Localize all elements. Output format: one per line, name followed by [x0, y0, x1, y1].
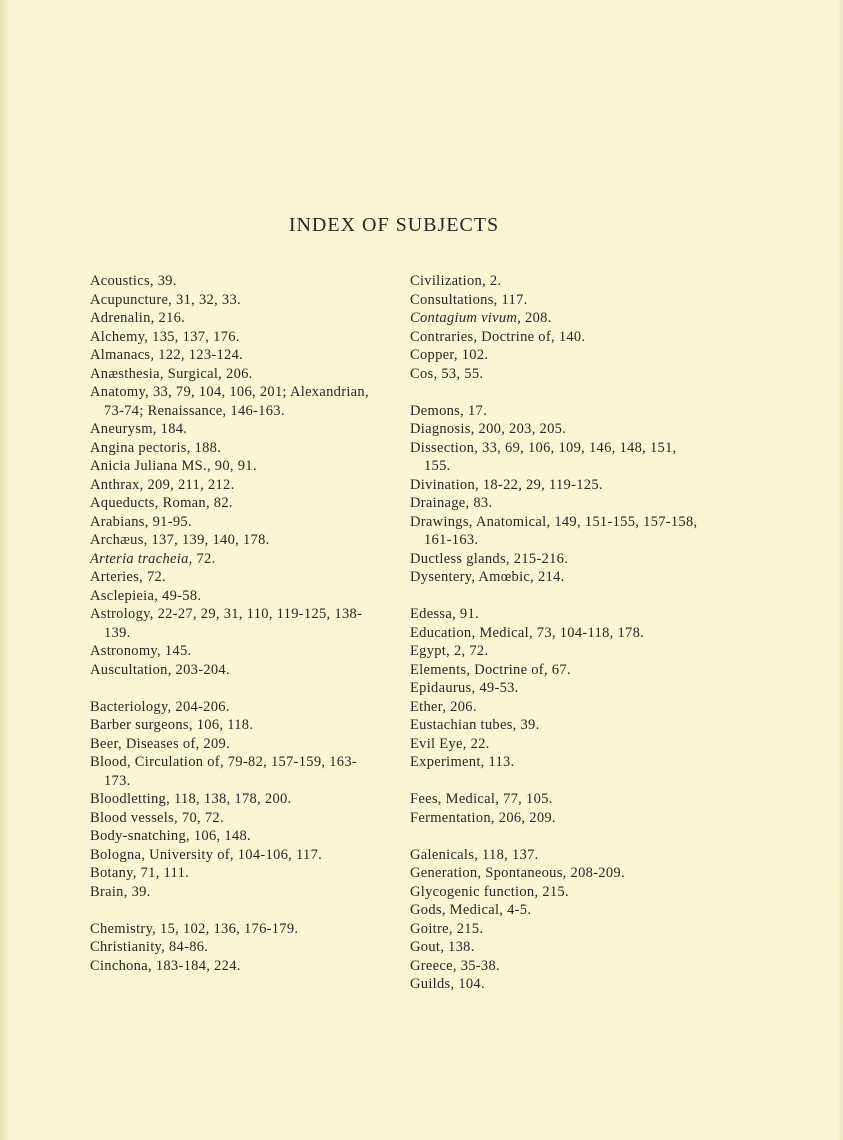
index-entry-text: Acoustics, 39. [90, 273, 177, 289]
index-entry-text: Gods, Medical, 4-5. [410, 902, 532, 918]
index-entry [90, 827, 380, 846]
index-entry-text: Acupuncture, 31, 32, 33. [90, 291, 241, 308]
index-entry-text: Consultations, 117. [410, 291, 528, 308]
index-entry [410, 291, 700, 310]
index-entry [90, 383, 380, 420]
index-entry-text: Beer, Diseases of, 209. [90, 735, 231, 752]
index-entry-text: 208. [521, 310, 552, 326]
index-entry [410, 864, 700, 883]
index-entry [90, 753, 380, 790]
index-entry-text: Auscultation, 203-204. [90, 661, 230, 678]
index-entry-text: Angina pectoris, 188. [90, 439, 222, 456]
page-binding-edge [0, 0, 10, 1140]
index-entry [410, 901, 700, 920]
index-entry [90, 531, 380, 550]
index-entry [410, 624, 700, 643]
index-entry-text: Copper, 102. [410, 347, 489, 363]
index-entry-text: Elements, Doctrine of, 67. [410, 661, 571, 678]
index-entry [90, 476, 380, 495]
index-entry [410, 568, 700, 587]
index-entry-text: Ductless glands, 215-216. [410, 550, 569, 567]
index-entry [410, 883, 700, 902]
index-entry-text: Gout, 138. [410, 939, 475, 955]
index-entry-italic-term: Arteria tracheia, [90, 550, 193, 567]
index-entry [410, 439, 700, 476]
index-entry [90, 346, 380, 365]
index-entry [410, 790, 700, 809]
index-entry [410, 328, 700, 347]
index-entry [410, 809, 700, 828]
index-entry [410, 753, 700, 772]
index-letter-group [410, 846, 700, 994]
index-entry-text: Glycogenic function, 215. [410, 883, 569, 900]
index-entry-text: 72. [192, 550, 216, 567]
index-entry [90, 883, 380, 902]
index-entry-text: Astronomy, 145. [90, 643, 192, 659]
index-entry-text: Goitre, 215. [410, 920, 484, 937]
index-entry [90, 790, 380, 809]
index-entry-text: Cinchona, 183-184, 224. [90, 957, 241, 974]
index-entry-text: Archæus, 137, 139, 140, 178. [90, 532, 270, 548]
index-entry [90, 864, 380, 883]
index-entry-text: Fermentation, 206, 209. [410, 809, 556, 826]
index-entry-text: Bacteriology, 204-206. [90, 698, 230, 715]
index-entry [90, 513, 380, 532]
index-entry-text: Christianity, 84-86. [90, 939, 209, 955]
index-entry [90, 365, 380, 384]
index-entry [90, 605, 380, 642]
index-entry [410, 698, 700, 717]
index-entry [410, 975, 700, 994]
index-entry [90, 661, 380, 680]
index-entry-text: Astrology, 22-27, 29, 31, 110, 119-125, 138-139. [90, 606, 363, 641]
index-entry [410, 735, 700, 754]
index-entry-text: Adrenalin, 216. [90, 310, 186, 326]
index-letter-group [410, 605, 700, 772]
index-entry-text: Dissection, 33, 69, 106, 109, 146, 148, 151, 155. [410, 439, 677, 474]
index-letter-group [410, 402, 700, 587]
index-entry-text: Brain, 39. [90, 883, 151, 900]
index-entry [90, 957, 380, 976]
index-entry-italic-term: Contagium vivum, [410, 310, 522, 326]
index-entry [90, 587, 380, 606]
index-entry [90, 272, 380, 291]
index-entry [410, 272, 700, 291]
index-entry-text: Asclepieia, 49-58. [90, 587, 202, 604]
index-entry-text: Cos, 53, 55. [410, 365, 484, 382]
index-entry [410, 679, 700, 698]
index-entry-text: Drainage, 83. [410, 495, 493, 511]
index-entry-text: Body-snatching, 106, 148. [90, 828, 251, 844]
index-entry [410, 365, 700, 384]
index-entry-text: Blood vessels, 70, 72. [90, 809, 224, 826]
index-entry-text: Anicia Juliana MS., 90, 91. [90, 458, 257, 474]
index-entry-text: Edessa, 91. [410, 606, 479, 622]
index-entry [410, 494, 700, 513]
index-entry-text: Diagnosis, 200, 203, 205. [410, 421, 567, 437]
index-entry [410, 402, 700, 421]
index-entry [90, 457, 380, 476]
index-entry-text: Epidaurus, 49-53. [410, 680, 519, 696]
index-entry [410, 309, 700, 328]
index-entry [90, 716, 380, 735]
index-entry [90, 809, 380, 828]
index-entry [90, 420, 380, 439]
index-column-right [410, 272, 700, 1012]
index-entry-text: Arabians, 91-95. [90, 513, 192, 530]
index-entry [90, 439, 380, 458]
index-entry [90, 735, 380, 754]
index-entry [410, 550, 700, 569]
index-entry-text: Education, Medical, 73, 104-118, 178. [410, 624, 645, 641]
index-entry-text: Greece, 35-38. [410, 957, 500, 974]
index-entry [410, 420, 700, 439]
index-entry [410, 513, 700, 550]
index-entry-text: Blood, Circulation of, 79-82, 157-159, 163-173. [90, 754, 358, 789]
index-letter-group [90, 920, 380, 976]
index-entry-text: Eustachian tubes, 39. [410, 717, 540, 733]
index-entry [410, 642, 700, 661]
index-letter-group [90, 698, 380, 902]
index-letter-group [90, 272, 380, 679]
index-entry [410, 605, 700, 624]
index-entry [90, 328, 380, 347]
index-entry [410, 476, 700, 495]
index-entry [90, 698, 380, 717]
index-entry-text: Divination, 18-22, 29, 119-125. [410, 476, 603, 493]
index-entry-text: Anthrax, 209, 211, 212. [90, 476, 235, 493]
index-entry-text: Evil Eye, 22. [410, 735, 490, 752]
index-entry-text: Drawings, Anatomical, 149, 151-155, 157-158, 161-163. [410, 513, 698, 548]
index-entry-text: Arteries, 72. [90, 569, 166, 585]
index-letter-group [410, 272, 700, 383]
index-entry-text: Guilds, 104. [410, 976, 485, 992]
index-entry [90, 846, 380, 865]
index-entry-text: Dysentery, Amœbic, 214. [410, 569, 565, 585]
index-entry [90, 494, 380, 513]
index-entry [90, 920, 380, 939]
index-entry [410, 920, 700, 939]
index-entry [410, 938, 700, 957]
index-entry [90, 309, 380, 328]
page-title: INDEX OF SUBJECTS [288, 214, 500, 236]
index-entry-text: Barber surgeons, 106, 118. [90, 717, 254, 733]
index-entry [90, 938, 380, 957]
index-entry-text: Egypt, 2, 72. [410, 643, 489, 659]
index-entry-text: Ether, 206. [410, 698, 477, 715]
index-entry-text: Botany, 71, 111. [90, 865, 190, 881]
index-entry-text: Contraries, Doctrine of, 140. [410, 328, 586, 345]
index-entry [90, 568, 380, 587]
index-entry-text: Bologna, University of, 104-106, 117. [90, 846, 323, 863]
index-entry-text: Alchemy, 135, 137, 176. [90, 328, 240, 345]
index-entry-text: Anæsthesia, Surgical, 206. [90, 365, 253, 382]
index-entry [410, 346, 700, 365]
index-entry-text: Anatomy, 33, 79, 104, 106, 201; Alexandrian, 73-74; Renaissance, 146-163. [90, 384, 369, 419]
index-entry [410, 957, 700, 976]
index-entry-text: Chemistry, 15, 102, 136, 176-179. [90, 920, 299, 937]
index-entry-text: Generation, Spontaneous, 208-209. [410, 865, 625, 881]
index-letter-group [410, 790, 700, 827]
index-entry [90, 642, 380, 661]
index-entry-text: Civilization, 2. [410, 273, 502, 289]
index-entry-text: Bloodletting, 118, 138, 178, 200. [90, 791, 292, 807]
index-entry [90, 291, 380, 310]
index-entry [410, 661, 700, 680]
index-column-left [90, 272, 380, 994]
page-right-edge [837, 0, 843, 1140]
index-entry-text: Galenicals, 118, 137. [410, 846, 539, 863]
index-entry-text: Aneurysm, 184. [90, 421, 188, 437]
index-entry-text: Fees, Medical, 77, 105. [410, 791, 553, 807]
index-entry [410, 716, 700, 735]
index-entry-text: Aqueducts, Roman, 82. [90, 495, 233, 511]
index-entry [90, 550, 380, 569]
index-entry [410, 846, 700, 865]
index-entry-text: Demons, 17. [410, 402, 488, 419]
index-entry-text: Experiment, 113. [410, 754, 515, 770]
index-entry-text: Almanacs, 122, 123-124. [90, 347, 244, 363]
